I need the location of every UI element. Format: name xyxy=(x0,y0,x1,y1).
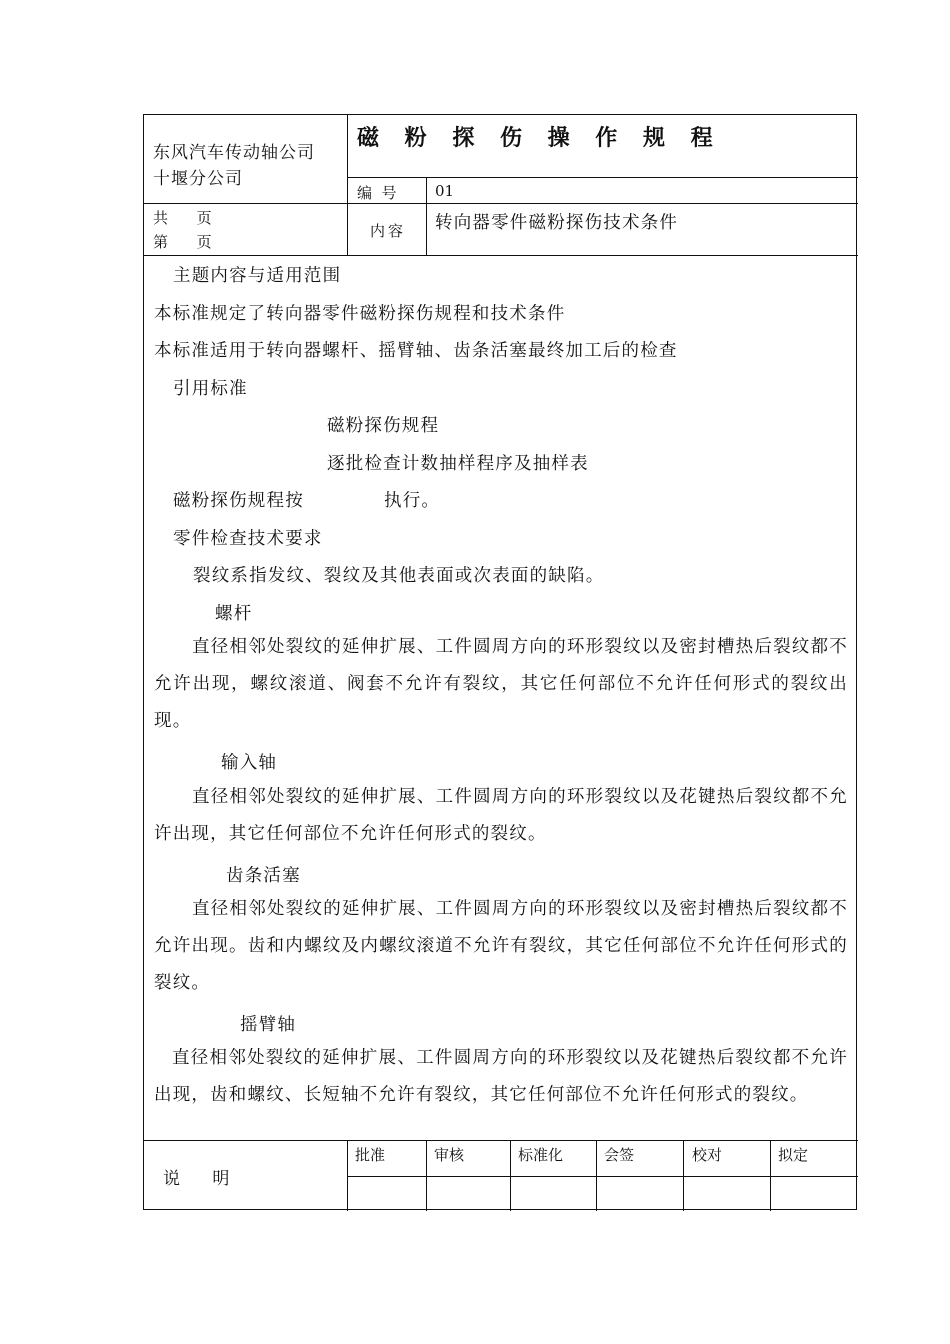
body-line: 本标准适用于转向器螺杆、摇臂轴、齿条活塞最终加工后的检查 xyxy=(154,341,678,361)
document-form xyxy=(143,114,857,1210)
footer-divider xyxy=(347,1176,858,1177)
pages-total-label: 共 页 xyxy=(153,209,212,227)
note-label: 说 明 xyxy=(163,1169,230,1189)
part-requirement-paragraph: 直径相邻处裂纹的延伸扩展、工件圆周方向的环形裂纹以及密封槽热后裂纹都不允许出现，螺纹滚道、阀套不允许有裂纹，其它任何部位不允许任何形式的裂纹出现。 xyxy=(154,637,848,731)
header-divider xyxy=(426,177,427,255)
part-requirement-paragraph: 直径相邻处裂纹的延伸扩展、工件圆周方向的环形裂纹以及花键热后裂纹都不允许出现，其它任何部位不允许任何形式的裂纹。 xyxy=(154,787,848,844)
body-line: 本标准规定了转向器零件磁粉探伤规程和技术条件 xyxy=(154,304,566,324)
part-heading: 螺杆 xyxy=(215,604,253,624)
header-divider xyxy=(144,255,858,256)
company-name-line1: 东风汽车传动轴公司 xyxy=(153,143,315,163)
number-value: 01 xyxy=(435,182,455,200)
sign-header-approve: 批准 xyxy=(355,1146,386,1164)
sign-header-countersign: 会签 xyxy=(604,1146,635,1164)
footer-divider xyxy=(347,1140,348,1211)
part-requirement-paragraph: 直径相邻处裂纹的延伸扩展、工件圆周方向的环形裂纹以及花键热后裂纹都不允许出现，齿和螺纹、长短轴不允许有裂纹，其它任何部位不允许任何形式的裂纹。 xyxy=(154,1048,848,1105)
header-divider xyxy=(144,203,858,204)
company-name-line2: 十堰分公司 xyxy=(153,169,243,189)
pages-current-label: 第 页 xyxy=(153,233,212,251)
content-label: 内容 xyxy=(370,222,407,240)
document-title: 磁 粉 探 伤 操 作 规 程 xyxy=(357,125,722,151)
section-scope-heading: 主题内容与适用范围 xyxy=(173,266,342,286)
body-line: 裂纹系指发纹、裂纹及其他表面或次表面的缺陷。 xyxy=(193,566,605,586)
section-references-heading: 引用标准 xyxy=(173,379,248,399)
sign-header-draft: 拟定 xyxy=(778,1146,809,1164)
sign-header-standardize: 标准化 xyxy=(518,1146,564,1164)
footer-divider xyxy=(596,1140,597,1211)
part-requirement-paragraph: 直径相邻处裂纹的延伸扩展、工件圆周方向的环形裂纹以及密封槽热后裂纹都不允许出现。齿和内螺纹及内螺纹滚道不允许有裂纹，其它任何部位不允许任何形式的裂纹。 xyxy=(154,899,848,993)
part-heading: 齿条活塞 xyxy=(226,866,301,886)
content-value: 转向器零件磁粉探伤技术条件 xyxy=(435,213,679,233)
body-line: 执行。 xyxy=(384,491,441,511)
section-requirements-heading: 零件检查技术要求 xyxy=(173,529,323,549)
part-heading: 输入轴 xyxy=(221,753,278,773)
footer-divider xyxy=(683,1140,684,1211)
footer-divider xyxy=(510,1140,511,1211)
reference-item: 逐批检查计数抽样程序及抽样表 xyxy=(327,454,589,474)
part-heading: 摇臂轴 xyxy=(240,1015,297,1035)
number-label: 编 号 xyxy=(357,184,397,202)
company-name xyxy=(153,140,315,192)
footer-divider xyxy=(144,1140,858,1141)
header-divider xyxy=(347,115,348,255)
sign-header-proofread: 校对 xyxy=(692,1146,723,1164)
sign-header-review: 审核 xyxy=(434,1146,465,1164)
header-divider xyxy=(347,177,858,178)
body-line: 磁粉探伤规程按 xyxy=(173,491,304,511)
reference-item: 磁粉探伤规程 xyxy=(327,416,440,436)
footer-divider xyxy=(770,1140,771,1211)
footer-divider xyxy=(426,1140,427,1211)
